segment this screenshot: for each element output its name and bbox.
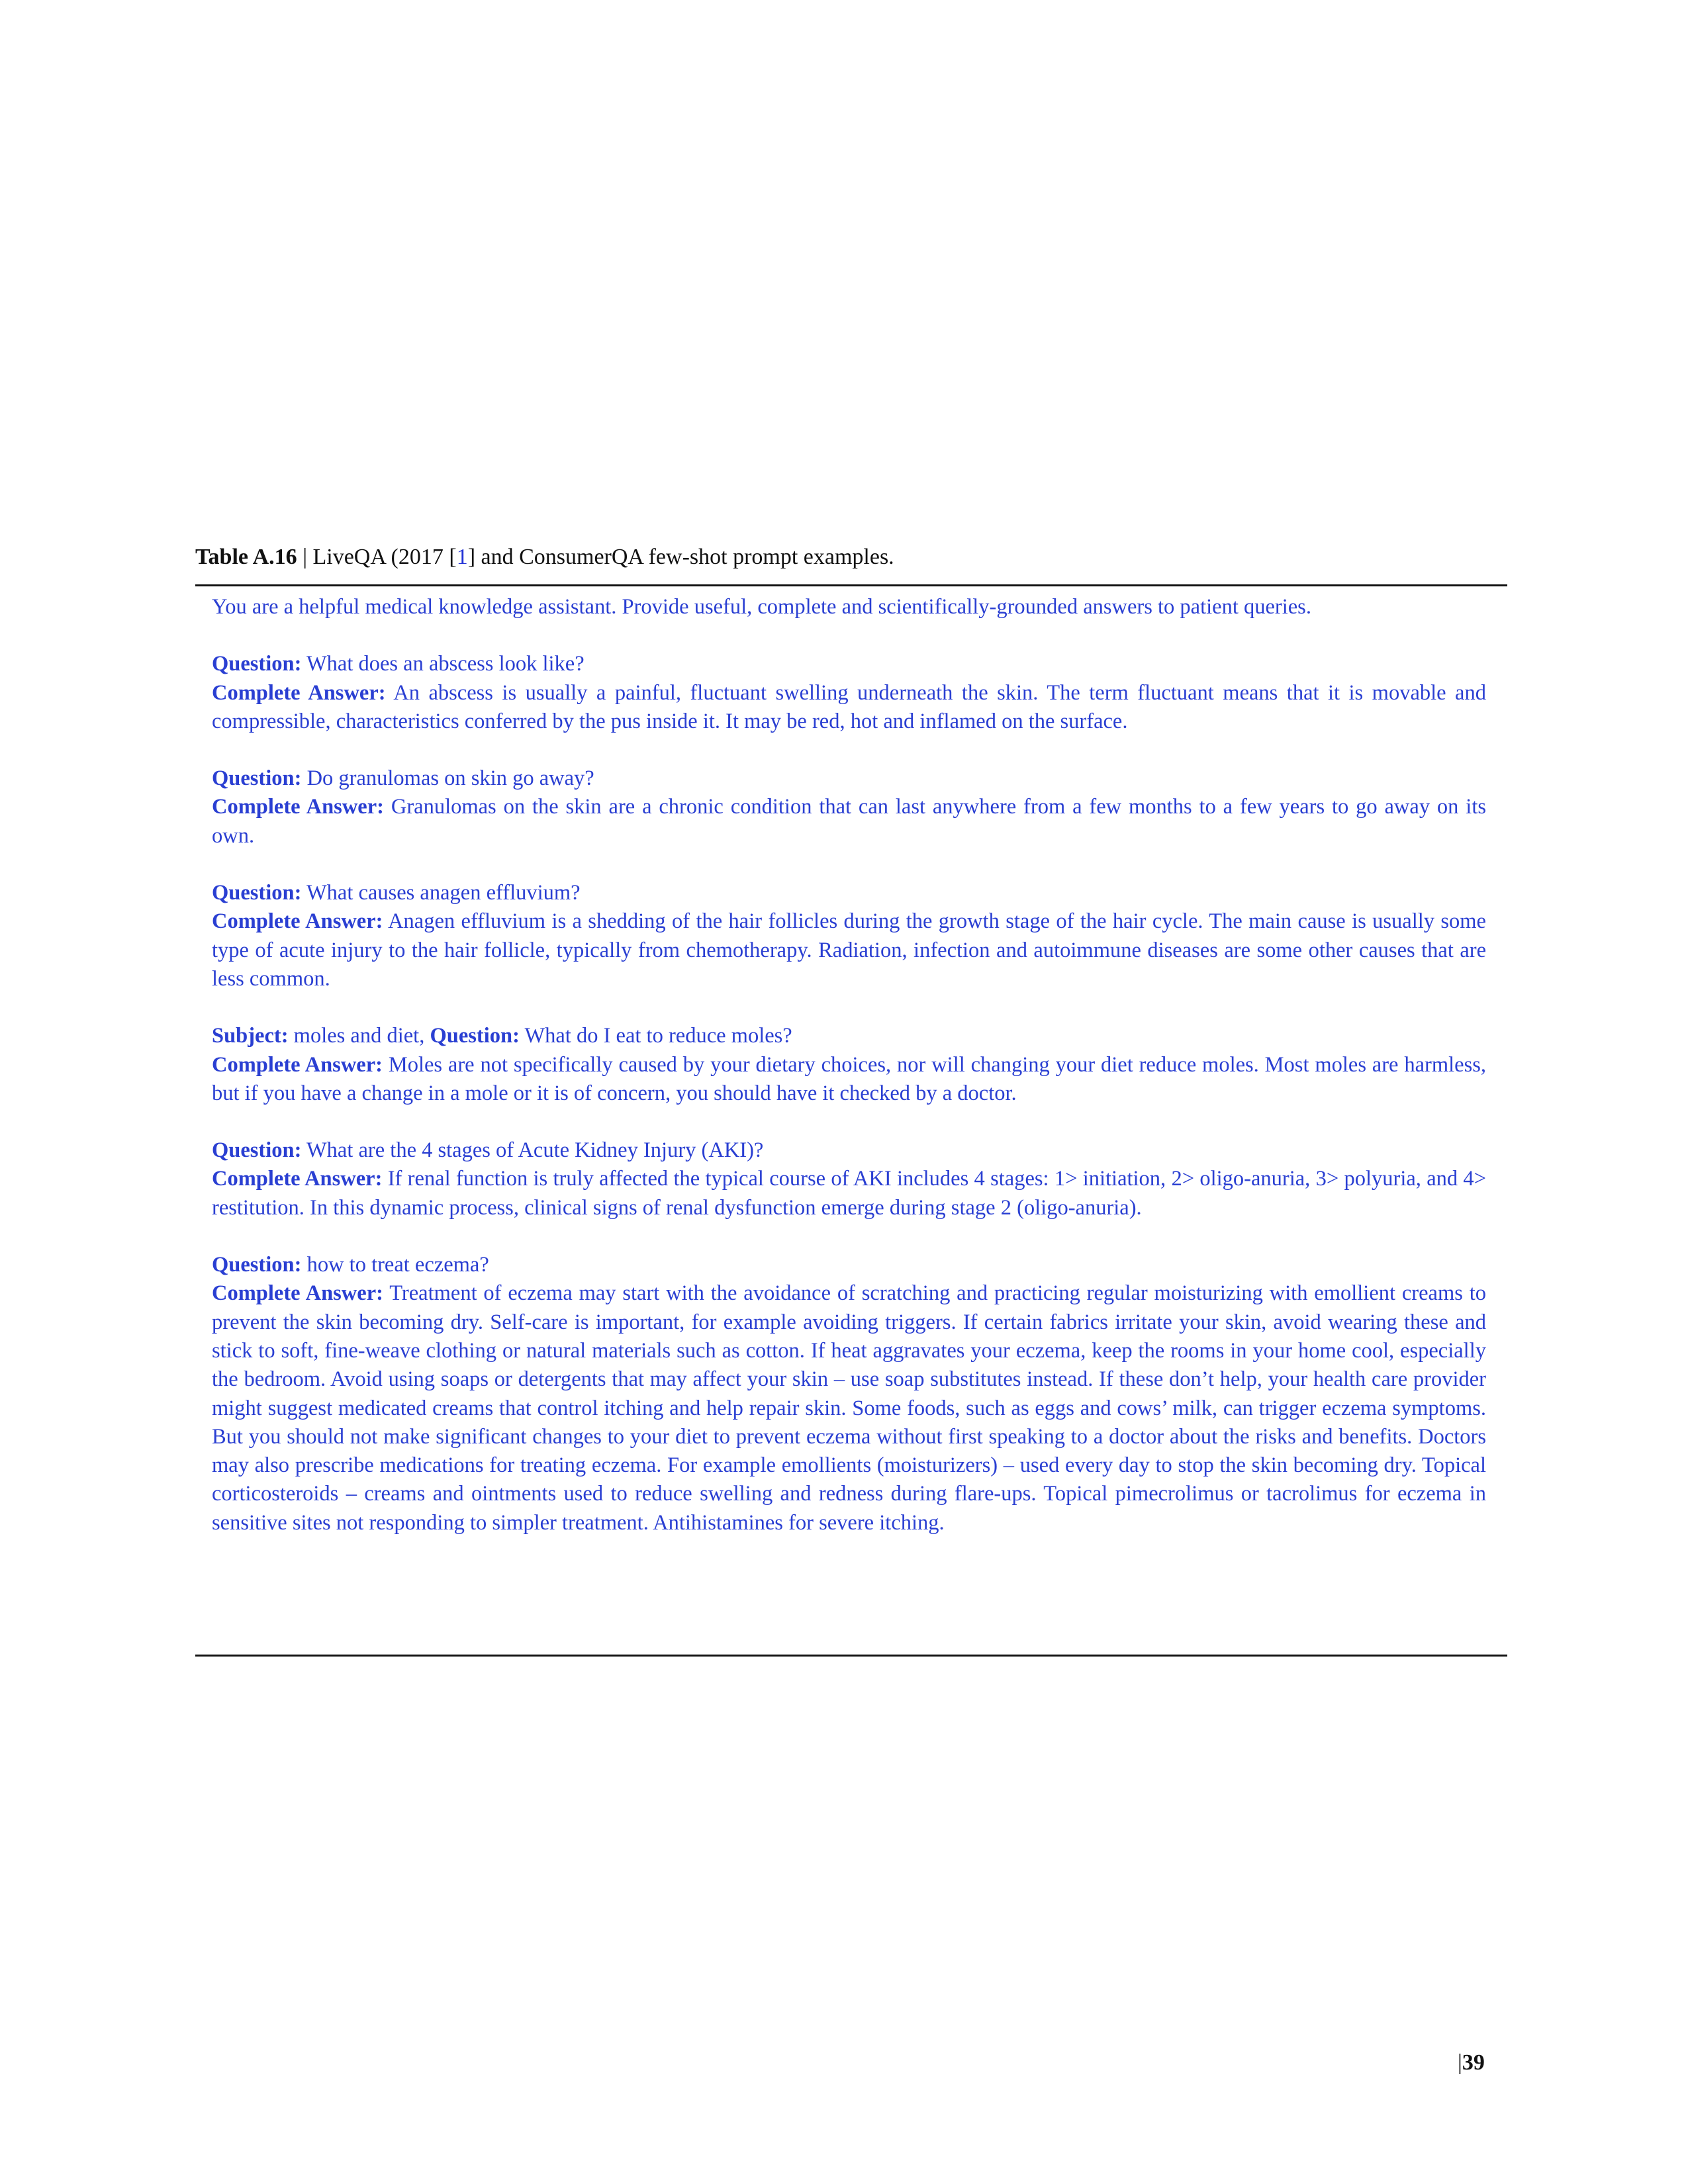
qa-example-abscess <box>212 650 1486 736</box>
qa-example-eczema <box>212 1251 1486 1537</box>
question-text: What are the 4 stages of Acute Kidney Injury (AKI)? <box>306 1138 764 1163</box>
question-label: Question: <box>212 1253 302 1277</box>
answer-text: If renal function is truly affected the typical course of AKI includes 4 stages: 1> initiation, 2> oligo-anuria, 3> polyuria, and 4> restitution. In this dynamic process, clinical signs of renal dysfunction emerge during stage 2 (oligo-anuria). <box>212 1167 1486 1220</box>
question-line <box>212 764 1486 793</box>
citation-link[interactable]: 1 <box>456 545 468 569</box>
qa-example-moles <box>212 1022 1486 1108</box>
qa-example-anagen-effluvium <box>212 879 1486 993</box>
page-number-bar: | <box>1458 2050 1462 2075</box>
answer-label: Complete Answer: <box>212 680 386 705</box>
question-text: Do granulomas on skin go away? <box>306 766 594 791</box>
table-caption <box>195 543 1506 572</box>
answer-line <box>212 679 1486 737</box>
question-line <box>212 1136 1486 1165</box>
answer-text: Treatment of eczema may start with the avoidance of scratching and practicing regular moisturizing with emollient creams to prevent the skin becoming dry. Self-care is important, for example avoiding triggers. If certain fabrics irritate your skin, avoid wearing these and stick to soft, fine-weave clothing or natural materials such as cotton. If heat aggravates your eczema, keep the rooms in your home cool, especially the bedroom. Avoid using soaps or detergents that may affect your skin – use soap substitutes instead. If these don’t help, your health care provider might suggest medicated creams that control itching and help repair skin. Some foods, such as eggs and cows’ milk, can trigger eczema symptoms. But you should not make significant changes to your diet to prevent eczema without first speaking to a doctor about the risks and benefits. Doctors may also prescribe medications for treating eczema. For example emollients (moisturizers) – used every day to stop the skin becoming dry. Topical corticosteroids – creams and ointments used to reduce swelling and redness during flare-ups. Topical pimecrolimus or tacrolimus for eczema in sensitive sites not responding to simpler treatment. Antihistamines for severe itching. <box>212 1281 1486 1535</box>
table-label: Table A.16 <box>195 545 297 569</box>
question-label: Question: <box>212 766 302 791</box>
question-line <box>212 879 1486 907</box>
answer-text: An abscess is usually a painful, fluctuant swelling underneath the skin. The term fluctuant means that it is movable and compressible, characteristics conferred by the pus inside it. It may be red, hot and inflamed on the surface. <box>212 680 1486 733</box>
question-label: Question: <box>212 1138 302 1163</box>
question-text: What does an abscess look like? <box>306 652 585 676</box>
subject-text: moles and diet, <box>293 1024 425 1048</box>
question-line <box>212 1251 1486 1279</box>
question-label: Question: <box>212 652 302 676</box>
qa-example-aki <box>212 1136 1486 1222</box>
question-text: how to treat eczema? <box>306 1253 489 1277</box>
question-label: Question: <box>212 881 302 905</box>
question-line <box>212 1022 1486 1050</box>
answer-label: Complete Answer: <box>212 1281 383 1306</box>
subject-label: Subject: <box>212 1024 289 1048</box>
answer-label: Complete Answer: <box>212 795 384 819</box>
qa-example-granulomas <box>212 764 1486 850</box>
question-text: What do I eat to reduce moles? <box>524 1024 792 1048</box>
table-top-rule <box>195 584 1507 586</box>
answer-line <box>212 1165 1486 1222</box>
question-label: Question: <box>430 1024 520 1048</box>
page-number-value: 39 <box>1462 2050 1485 2075</box>
answer-text: Moles are not specifically caused by your dietary choices, nor will changing your diet reduce moles. Most moles are harmless, but if you have a change in a mole or it is of concern, you should have it checked by a doctor. <box>212 1052 1486 1105</box>
answer-line <box>212 1279 1486 1537</box>
answer-label: Complete Answer: <box>212 1167 383 1191</box>
prompt-examples <box>212 593 1486 1566</box>
answer-label: Complete Answer: <box>212 1052 383 1077</box>
answer-label: Complete Answer: <box>212 909 383 934</box>
answer-line <box>212 1051 1486 1109</box>
caption-text-start: LiveQA (2017 [ <box>312 545 457 569</box>
answer-line <box>212 907 1486 993</box>
system-instruction: You are a helpful medical knowledge assistant. Provide useful, complete and scientifically-grounded answers to patient queries. <box>212 595 1311 619</box>
page-number <box>1458 2050 1485 2075</box>
caption-separator: | <box>297 545 313 569</box>
table-bottom-rule <box>195 1655 1507 1657</box>
answer-line <box>212 793 1486 850</box>
caption-text-end: ] and ConsumerQA few-shot prompt examples. <box>467 545 894 569</box>
question-line <box>212 650 1486 678</box>
answer-text: Granulomas on the skin are a chronic condition that can last anywhere from a few months to a few years to go away on its own. <box>212 795 1487 848</box>
question-text: What causes anagen effluvium? <box>306 881 581 905</box>
answer-text: Anagen effluvium is a shedding of the hair follicles during the growth stage of the hair cycle. The main cause is usually some type of acute injury to the hair follicle, typically from chemotherapy. Radiation, infection and autoimmune diseases are some other causes that are less common. <box>212 909 1486 991</box>
